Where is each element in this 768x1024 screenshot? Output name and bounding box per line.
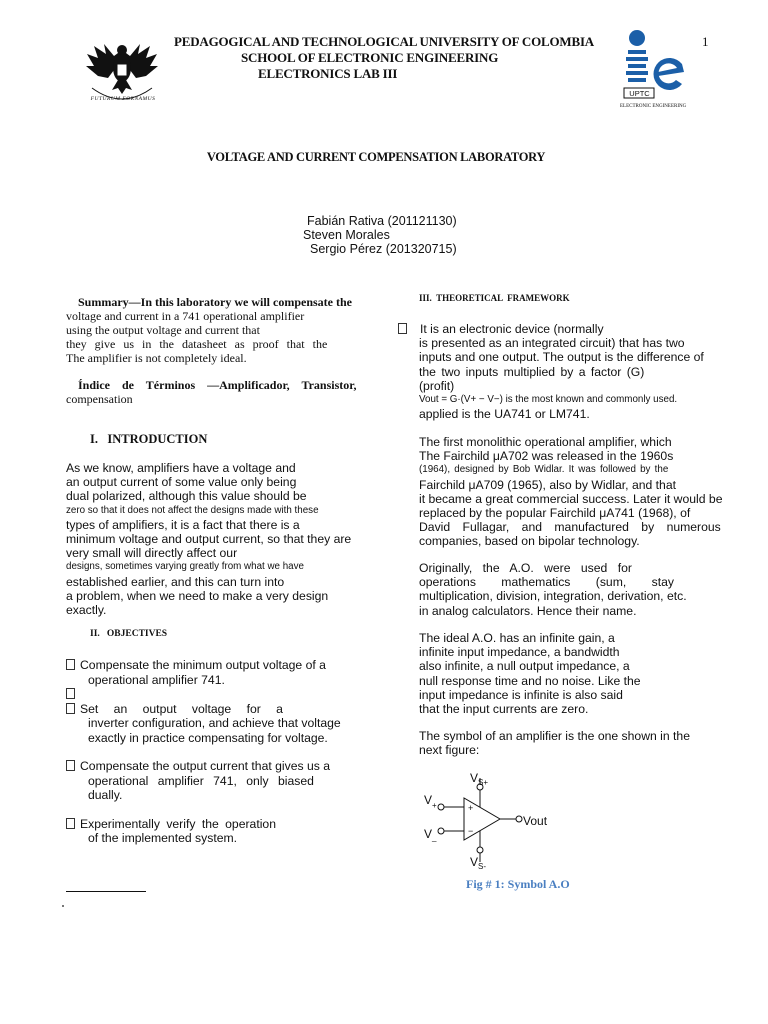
text-line: next figure: — [419, 743, 480, 758]
objective-item — [66, 759, 364, 803]
text-line: zero so that it does not affect the designs made with these — [66, 504, 319, 516]
text-line: minimum voltage and output current, so that they are — [66, 532, 352, 547]
text-line: Fairchild μA709 (1965), also by Widlar, and that — [419, 477, 676, 492]
theory-paragraph-3 — [419, 561, 727, 618]
text-line: (1964), designed by Bob Widlar. It was followed by the — [419, 464, 669, 476]
author-2: Steven Morales — [303, 228, 390, 242]
text-line: infinite input impedance, a bandwidth — [419, 645, 620, 660]
objective-text: Set an output voltage for a — [80, 701, 283, 716]
index-terms — [66, 378, 364, 406]
text-line: dual polarized, although this value should be — [66, 489, 307, 504]
text-line: The ideal A.O. has an infinite gain, a — [419, 631, 615, 645]
objective-text: inverter configuration, and achieve that voltage — [88, 716, 341, 730]
text-line: multiplication, division, integration, derivation, etc. — [419, 589, 687, 604]
theory-paragraph-2 — [419, 435, 727, 549]
objective-text: of the implemented system. — [88, 831, 238, 845]
text-line: companies, based on bipolar technology. — [419, 534, 640, 549]
objective-item — [66, 702, 364, 746]
text-line: very small will directly affect our — [66, 546, 238, 561]
department-logo — [622, 28, 700, 114]
text-line: It is an electronic device (normally — [420, 322, 604, 336]
section-heading-introduction: I. INTRODUCTION — [90, 432, 208, 446]
text-line: is presented as an integrated circuit) that has two — [419, 336, 685, 351]
abstract-line: voltage and current in a 741 operational amplifier — [66, 309, 305, 323]
abstract — [66, 295, 364, 365]
text-line: The symbol of an amplifier is the one shown in the — [419, 729, 690, 743]
text-line: designs, sometimes varying greatly from what we have — [66, 561, 304, 573]
vout-label: Vout — [523, 814, 548, 828]
text-line: it became a great commercial success. Later it would be — [419, 491, 723, 506]
text-line: that the input currents are zero. — [419, 702, 589, 717]
v-plus-sub-label: + — [432, 801, 437, 810]
v-minus-label: V — [424, 827, 433, 841]
text-line: the two inputs multiplied by a factor (G) — [419, 364, 645, 379]
section-heading-objectives: II. OBJECTIVES — [90, 629, 168, 639]
bullet-box-icon — [66, 703, 75, 714]
introduction-body — [66, 461, 364, 617]
abstract-line: The amplifier is not completely ideal. — [66, 351, 247, 365]
text-line: David Fullagar, and manufactured by numerous — [419, 520, 721, 535]
footnote-mark — [62, 905, 64, 907]
text-line: applied is the UA741 or LM741. — [419, 407, 590, 422]
logo-motto: FUTURUM FORNAMUS — [90, 96, 156, 102]
abstract-line: Summary—In this laboratory we will compensate the — [78, 295, 352, 309]
uptc-badge: UPTC — [629, 89, 650, 98]
text-line: input impedance is infinite is also said — [419, 687, 623, 702]
page-number: 1 — [702, 34, 709, 49]
university-logo — [84, 36, 160, 110]
text-line: replaced by the popular Fairchild μA741 (1968), of — [419, 506, 691, 521]
school-name: SCHOOL OF ELECTRONIC ENGINEERING — [241, 50, 499, 65]
section-heading-theoretical-framework: III. THEORETICAL FRAMEWORK — [419, 293, 570, 303]
theory-paragraph-1 — [398, 322, 728, 421]
theory-paragraph-5 — [419, 729, 727, 757]
text-line: in analog calculators. Hence their name. — [419, 603, 637, 618]
footnote-rule — [66, 891, 146, 892]
lab-name: ELECTRONICS LAB III — [258, 66, 398, 81]
theory-paragraph-4 — [419, 631, 727, 716]
text-line: a problem, when we need to make a very design — [66, 588, 329, 603]
bullet-box-icon — [66, 659, 75, 670]
index-terms-line: Índice de Términos —Amplificador, Transistor, — [78, 378, 357, 392]
minus-sign-label: − — [468, 826, 474, 836]
text-line: (profit) — [419, 378, 455, 393]
v-plus-label: V — [424, 793, 433, 807]
vs-plus-label: V — [470, 771, 479, 785]
objective-item — [66, 687, 364, 702]
text-line: Vout = G·(V+ − V−) is the most known and commonly used. — [419, 394, 678, 406]
text-line: also infinite, a null output impedance, a — [419, 659, 630, 674]
bullet-box-icon — [66, 688, 75, 699]
dept-caption: ELECTRONIC ENGINEERING — [620, 104, 687, 109]
text-line: null response time and no noise. Like the — [419, 673, 641, 688]
bullet-box-icon — [66, 818, 75, 829]
abstract-line: they give us in the datasheet as proof that the — [66, 337, 328, 351]
author-1: Fabián Rativa (201121130) — [307, 214, 457, 228]
text-line: The Fairchild μA702 was released in the 1960s — [419, 449, 674, 464]
bullet-box-icon — [66, 760, 75, 771]
objective-text: operational amplifier 741, only biased — [88, 773, 314, 788]
text-line: The first monolithic operational amplifier, which — [419, 435, 672, 449]
text-line: Originally, the A.O. were used for — [419, 561, 632, 575]
text-line: exactly. — [66, 603, 107, 618]
text-line: established earlier, and this can turn into — [66, 574, 285, 589]
objective-text: Compensate the minimum output voltage of a — [80, 658, 326, 672]
op-amp-symbol-figure — [420, 770, 550, 870]
paper-title: VOLTAGE AND CURRENT COMPENSATION LABORATORY — [206, 150, 546, 164]
figure-caption: Fig # 1: Symbol A.O — [466, 877, 570, 891]
objective-text: Compensate the output current that gives us a — [80, 759, 330, 773]
objective-text: Experimentally verify the operation — [80, 816, 276, 831]
objectives-list — [66, 658, 364, 846]
objective-text: operational amplifier 741. — [88, 672, 225, 687]
abstract-line: using the output voltage and current that — [66, 323, 260, 337]
text-line: types of amplifiers, it is a fact that there is a — [66, 517, 300, 532]
text-line: an output current of some value only being — [66, 475, 297, 490]
index-terms-line: compensation — [66, 392, 133, 406]
objective-text: exactly in practice compensating for voltage. — [88, 730, 328, 745]
objective-item — [66, 658, 364, 687]
vs-minus-label: V — [470, 855, 479, 869]
bullet-box-icon — [398, 323, 407, 334]
vs-minus-sub-label: S- — [478, 862, 486, 870]
text-line: As we know, amplifiers have a voltage and — [66, 461, 296, 475]
objective-item — [66, 817, 364, 846]
objective-text: dually. — [88, 788, 123, 802]
author-3: Sergio Pérez (201320715) — [310, 242, 457, 256]
plus-sign-label: + — [468, 803, 474, 813]
text-line: operations mathematics (sum, stay — [419, 575, 674, 590]
vs-plus-sub-label: S+ — [478, 778, 489, 787]
text-line: inputs and one output. The output is the difference of — [419, 350, 704, 365]
university-name: PEDAGOGICAL AND TECHNOLOGICAL UNIVERSITY OF COLOMBIA — [174, 34, 594, 49]
v-minus-sub-label: _ — [432, 833, 437, 842]
